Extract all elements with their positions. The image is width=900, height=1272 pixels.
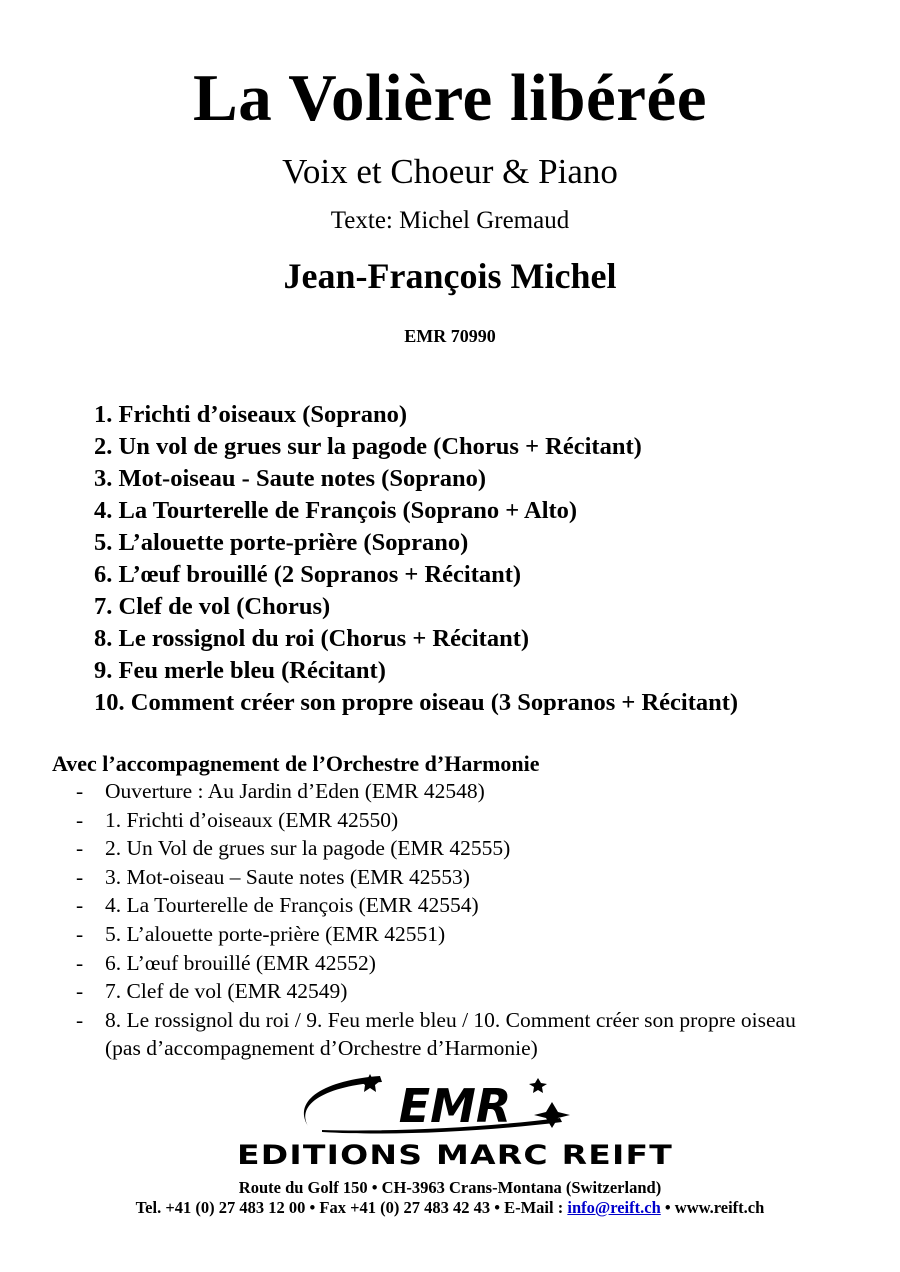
list-bullet: - [76, 979, 84, 1004]
catalog-number: EMR 70990 [404, 326, 496, 346]
accompaniment-item-text: 7. Clef de vol (EMR 42549) [105, 979, 348, 1004]
accompaniment-heading: Avec l’accompagnement de l’Orchestre d’Harmonie [52, 751, 540, 776]
phone-fax: Tel. +41 (0) 27 483 12 00 • Fax +41 (0) 27 483 42 43 • E-Mail : [135, 1198, 564, 1217]
song-item: 7. Clef de vol (Chorus) [94, 593, 331, 620]
logo-name: EDITIONS MARC REIFT [237, 1140, 673, 1170]
lyricist-credit: Texte: Michel Gremaud [330, 207, 570, 234]
list-bullet: - [76, 893, 84, 918]
accompaniment-item-text: 3. Mot-oiseau – Saute notes (EMR 42553) [105, 864, 470, 889]
accompaniment-item [76, 977, 836, 1006]
song-list [94, 399, 738, 719]
song-item: 2. Un vol de grues sur la pagode (Chorus + Récitant) [94, 433, 642, 460]
publisher-contact [0, 1197, 900, 1219]
song-item: 8. Le rossignol du roi (Chorus + Récitant) [94, 625, 530, 652]
song-item: 6. L’œuf brouillé (2 Sopranos + Récitant) [94, 561, 522, 588]
email-link[interactable]: info@reift.ch [567, 1198, 661, 1217]
list-bullet: - [76, 836, 84, 861]
list-bullet: - [76, 1007, 84, 1032]
accompaniment-item [76, 834, 836, 863]
list-bullet: - [76, 807, 84, 832]
accompaniment-item-text: 1. Frichti d’oiseaux (EMR 42550) [105, 807, 399, 832]
accompaniment-item [76, 863, 836, 892]
accompaniment-list [76, 777, 836, 1063]
logo-mark: EMR [398, 1079, 512, 1133]
accompaniment-item [76, 891, 836, 920]
song-item: 5. L’alouette porte-prière (Soprano) [94, 529, 469, 556]
accompaniment-item-text: 2. Un Vol de grues sur la pagode (EMR 42555) [105, 836, 511, 861]
publisher-logo [230, 1074, 680, 1170]
song-item: 1. Frichti d’oiseaux (Soprano) [94, 401, 408, 428]
song-item: 9. Feu merle bleu (Récitant) [94, 657, 386, 684]
star-icon [529, 1078, 547, 1093]
accompaniment-item-text: 8. Le rossignol du roi / 9. Feu merle bleu / 10. Comment créer son propre oiseau (pas d’accompagnement d’Orchestre d’Harmonie) [105, 1007, 796, 1061]
accompaniment-item-text: 5. L’alouette porte-prière (EMR 42551) [105, 921, 446, 946]
song-item: 3. Mot-oiseau - Saute notes (Soprano) [94, 465, 486, 492]
accompaniment-item-text: 4. La Tourterelle de François (EMR 42554) [105, 893, 479, 918]
list-bullet: - [76, 921, 84, 946]
list-bullet: - [76, 950, 84, 975]
composer-name: Jean-François Michel [283, 256, 617, 296]
website: • www.reift.ch [664, 1198, 765, 1217]
page-title: La Volière libérée [193, 61, 707, 135]
list-bullet: - [76, 779, 84, 803]
song-item: 4. La Tourterelle de François (Soprano + Alto) [94, 497, 578, 524]
accompaniment-item [76, 1006, 836, 1063]
list-bullet: - [76, 864, 84, 889]
publisher-address: Route du Golf 150 • CH-3963 Crans-Montana (Switzerland) [238, 1178, 662, 1197]
accompaniment-item-text: Ouverture : Au Jardin d’Eden (EMR 42548) [105, 779, 485, 803]
accompaniment-item [76, 806, 836, 835]
accompaniment-item [76, 777, 836, 806]
subtitle: Voix et Choeur & Piano [282, 152, 618, 191]
accompaniment-item-text: 6. L’œuf brouillé (EMR 42552) [105, 950, 376, 975]
accompaniment-item [76, 949, 836, 978]
accompaniment-item [76, 920, 836, 949]
song-item: 10. Comment créer son propre oiseau (3 Sopranos + Récitant) [94, 689, 739, 716]
